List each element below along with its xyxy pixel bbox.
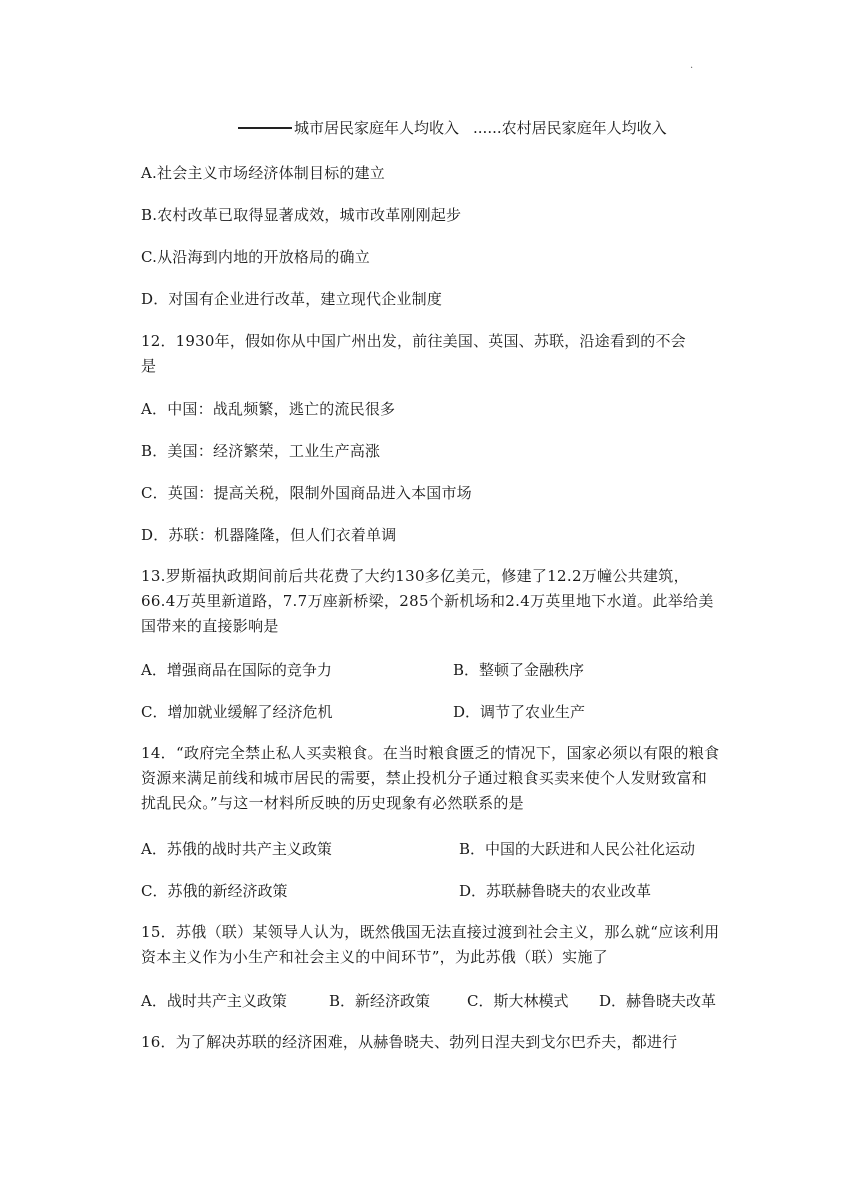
- q14-option-a: A．苏俄的战时共产主义政策: [141, 840, 332, 858]
- q12-option-d: D．苏联：机器隆隆，但人们衣着单调: [141, 526, 397, 544]
- urban-legend-label: 城市居民家庭年人均收入: [294, 119, 460, 137]
- q15-option-a: A．战时共产主义政策: [141, 992, 287, 1010]
- q15-stem: 15．苏俄（联）某领导人认为，既然俄国无法直接过渡到社会主义，那么就“应该利用资本主义作为小生产和社会主义的中间环节”，为此苏俄（联）实施了: [141, 923, 720, 966]
- q12-stem-line2: 是: [141, 357, 157, 375]
- q13-stem: 13.罗斯福执政期间前后共花费了大约130多亿美元，修建了12.2万幢公共建筑，66.4万英里新道路，7.7万座新桥梁，285个新机场和2.4万英里地下水道。此举给美国带来的直接影响是: [141, 567, 714, 635]
- q11-option-d: D．对国有企业进行改革，建立现代企业制度: [141, 290, 443, 308]
- q14-option-b: B．中国的大跃进和人民公社化运动: [459, 840, 696, 858]
- q13-option-b: B．整顿了金融秩序: [453, 661, 585, 679]
- q14-option-c: C．苏俄的新经济政策: [141, 882, 288, 900]
- q12-stem-line1: 12．1930年，假如你从中国广州出发，前往美国、英国、苏联，沿途看到的不会: [141, 332, 686, 350]
- q15-option-d: D．赫鲁晓夫改革: [599, 992, 717, 1010]
- q13-option-c: C．增加就业缓解了经济危机: [141, 703, 333, 721]
- urban-legend-line: [238, 127, 292, 129]
- q12-option-c: C．英国：提高关税，限制外国商品进入本国市场: [141, 484, 472, 502]
- q12-option-b: B．美国：经济繁荣，工业生产高涨: [141, 442, 381, 460]
- q13-option-d: D．调节了农业生产: [453, 703, 586, 721]
- q11-option-a: A.社会主义市场经济体制目标的建立: [141, 164, 386, 182]
- q13-option-a: A．增强商品在国际的竞争力: [141, 661, 332, 679]
- q15-option-c: C．斯大林模式: [467, 992, 569, 1010]
- q15-option-b: B．新经济政策: [329, 992, 431, 1010]
- q11-option-b: B.农村改革已取得显著成效，城市改革刚刚起步: [141, 206, 462, 224]
- q11-option-c: C.从沿海到内地的开放格局的确立: [141, 248, 370, 266]
- page-mark: .: [690, 60, 694, 71]
- q14-option-d: D．苏联赫鲁晓夫的农业改革: [459, 882, 652, 900]
- rural-legend-label: ......农村居民家庭年人均收入: [473, 119, 667, 137]
- q16-stem-line1: 16．为了解决苏联的经济困难，从赫鲁晓夫、勃列日涅夫到戈尔巴乔夫，都进行: [141, 1033, 678, 1051]
- q14-stem: 14．“政府完全禁止私人买卖粮食。在当时粮食匮乏的情况下，国家必须以有限的粮食资源来满足前线和城市居民的需要，禁止投机分子通过粮食买卖来使个人发财致富和扰乱民众。”与这一材料所反映的历史现象有必然联系的是: [141, 744, 720, 812]
- chart-legend: [238, 117, 667, 138]
- q12-option-a: A．中国：战乱频繁，逃亡的流民很多: [141, 400, 396, 418]
